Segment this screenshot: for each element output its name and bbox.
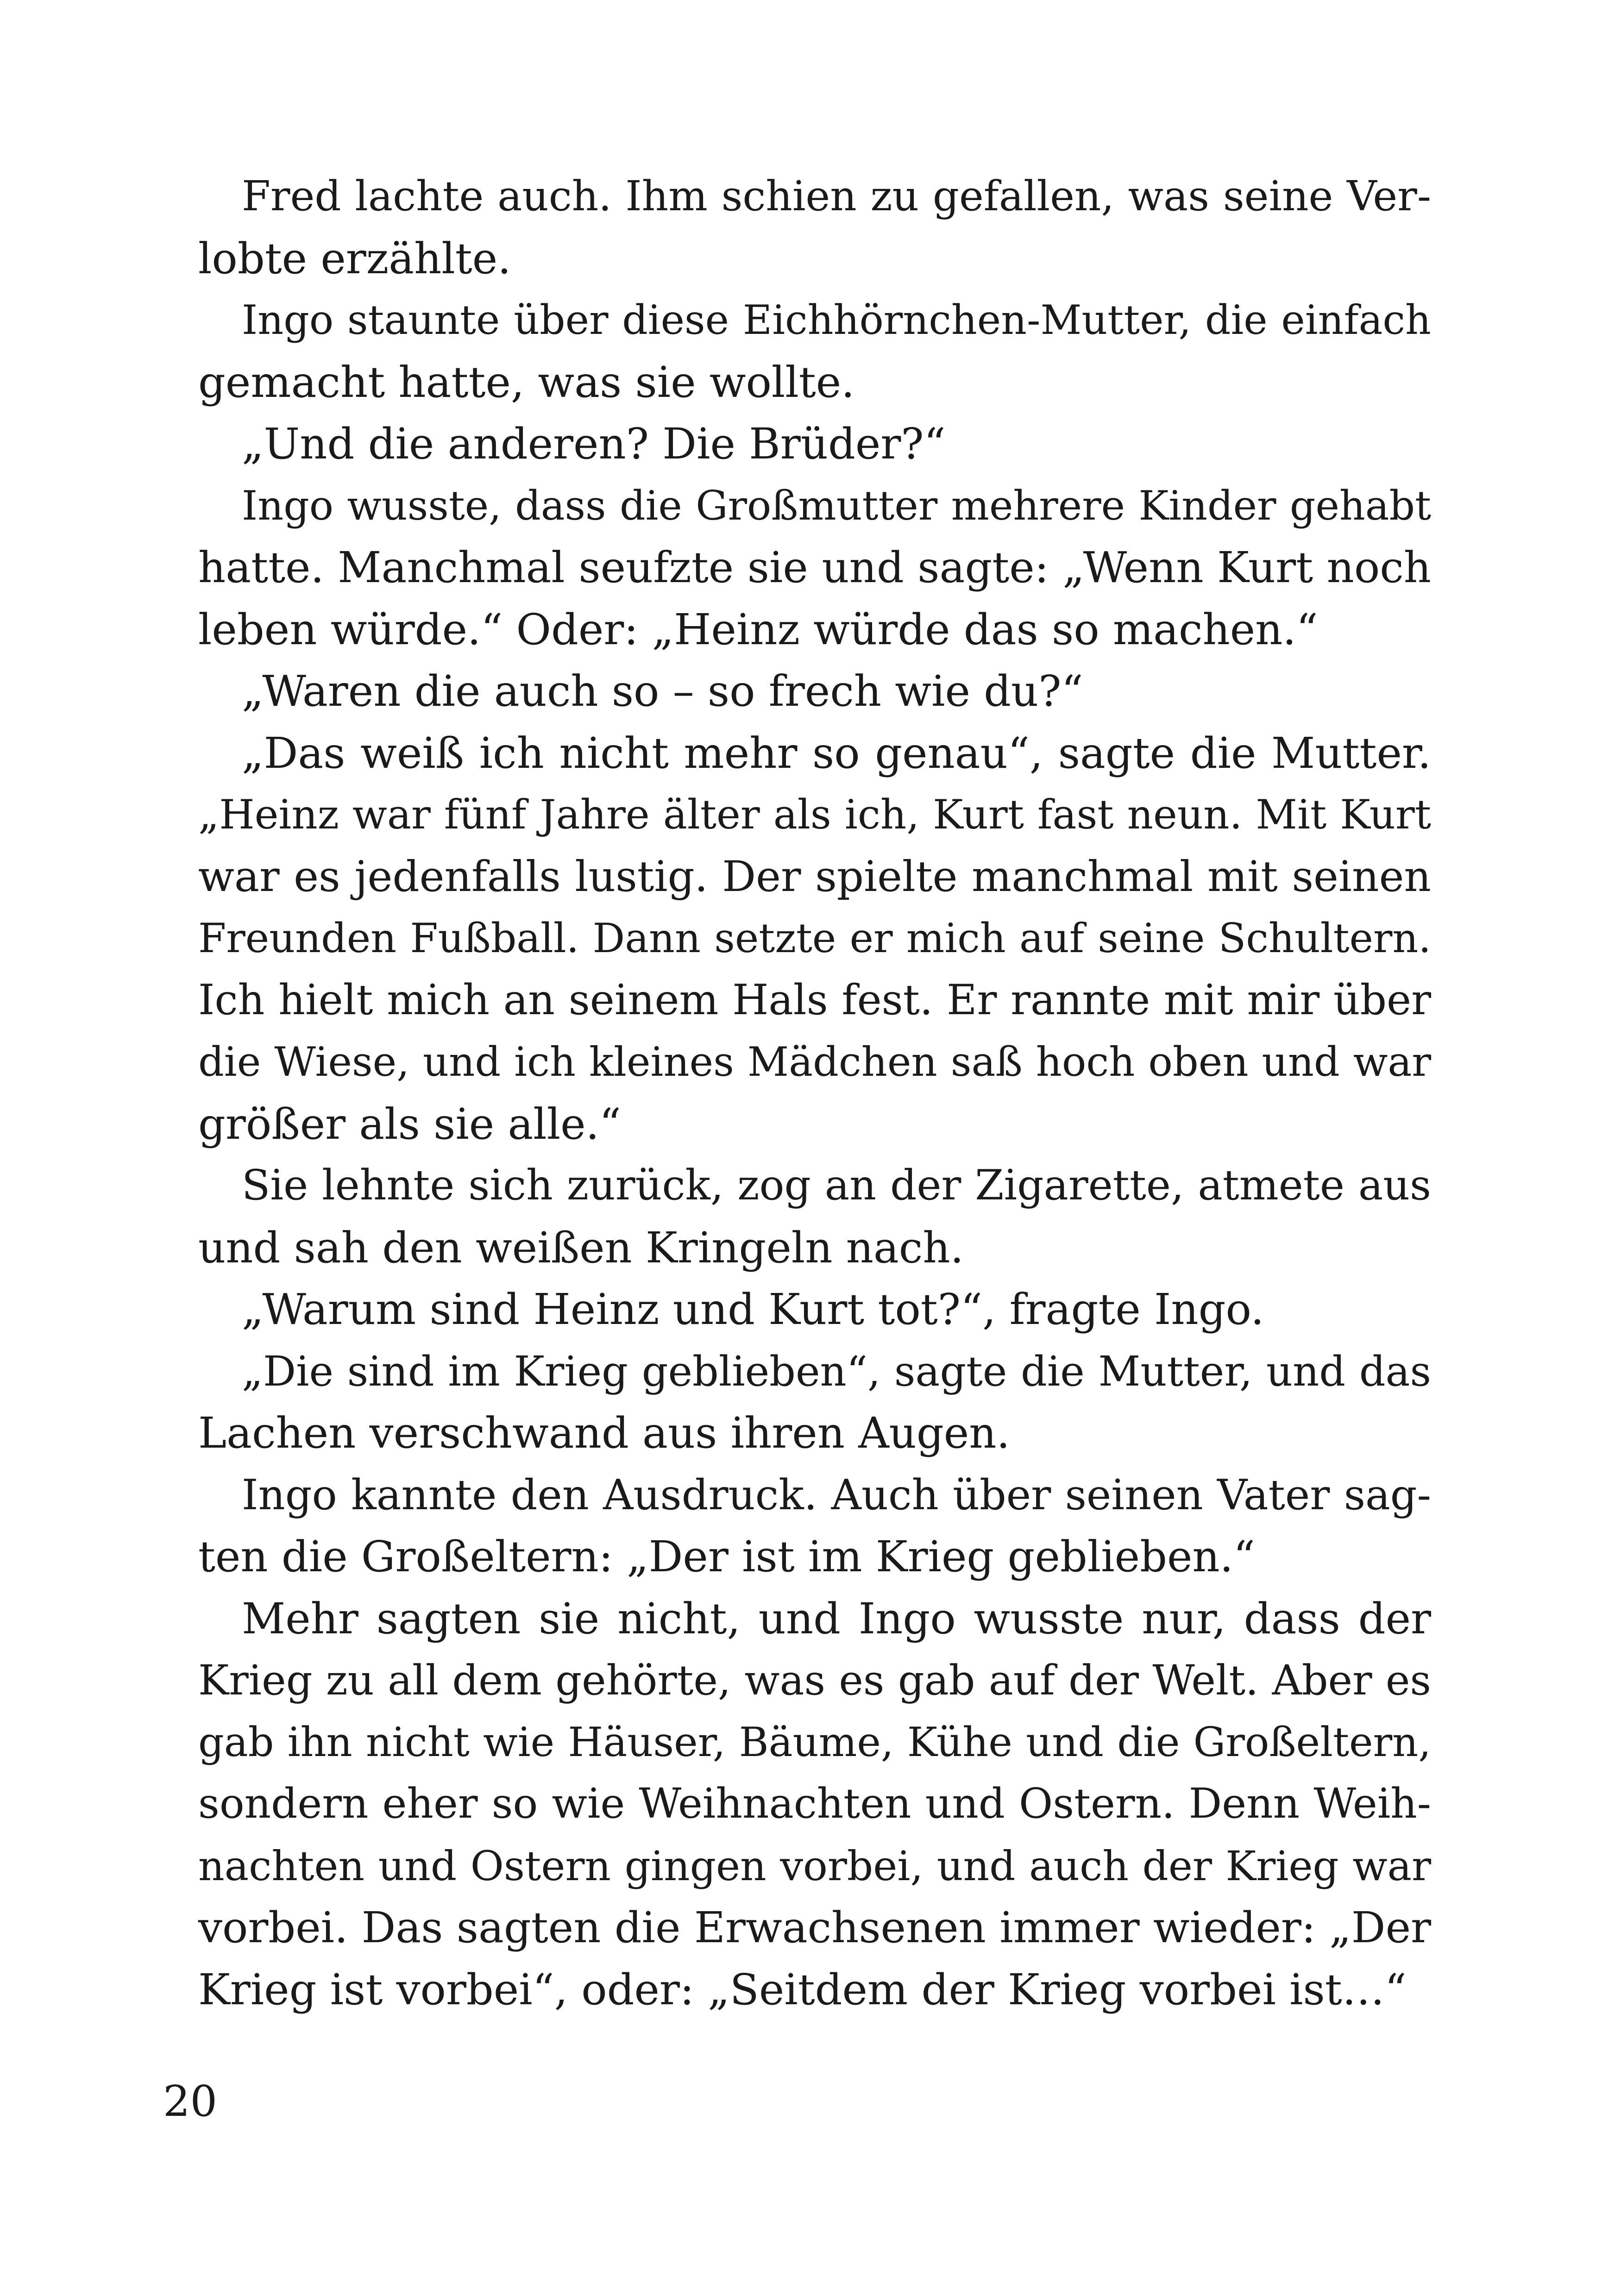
text-line: Ingo staunte über diese Eichhörnchen-Mutter, die einfach [242,297,1431,344]
text-line: und sah den weißen Kringeln nach. [198,1223,964,1273]
text-line: Lachen verschwand aus ihren Augen. [198,1408,1010,1458]
text-line: vorbei. Das sagten die Erwachsenen immer wieder: „Der [198,1903,1431,1952]
text-line: Ingo wusste, dass die Großmutter mehrere Kinder gehabt [242,482,1431,529]
text-line: Fred lachte auch. Ihm schien zu gefallen, was seine Ver- [242,172,1431,220]
text-line: gab ihn nicht wie Häuser, Bäume, Kühe und die Großeltern, [198,1718,1431,1766]
text-line: „Heinz war fünf Jahre älter als ich, Kurt fast neun. Mit Kurt [198,791,1431,838]
text-line: „Waren die auch so – so frech wie du?“ [242,666,1083,716]
text-line: Krieg ist vorbei“, oder: „Seitdem der Krieg vorbei ist…“ [198,1964,1407,2014]
text-line: Ingo kannte den Ausdruck. Auch über seinen Vater sag- [242,1470,1431,1519]
text-line: lobte erzählte. [198,233,511,283]
text-line: nachten und Ostern gingen vorbei, und auch der Krieg war [198,1842,1431,1890]
text-line: größer als sie alle.“ [198,1099,621,1149]
text-line: gemacht hatte, was sie wollte. [198,357,855,407]
text-line: sondern eher so wie Weihnachten und Ostern. Denn Weih- [198,1780,1431,1828]
text-line: „Das weiß ich nicht mehr so genau“, sagte die Mutter. [242,728,1431,778]
text-line: die Wiese, und ich kleines Mädchen saß hoch oben und war [198,1038,1431,1085]
text-line: „Und die anderen? Die Brüder?“ [242,419,946,469]
text-line: hatte. Manchmal seufzte sie und sagte: „Wenn Kurt noch [198,543,1431,592]
text-line: Ich hielt mich an seinem Hals fest. Er rannte mit mir über [198,976,1431,1024]
text-line: Freunden Fußball. Dann setzte er mich auf seine Schultern. [198,915,1431,962]
body-text [198,166,1431,2020]
text-line: leben würde.“ Oder: „Heinz würde das so machen.“ [198,604,1318,654]
text-line: war es jedenfalls lustig. Der spielte manchmal mit seinen [198,852,1431,901]
text-line: „Warum sind Heinz und Kurt tot?“, fragte Ingo. [242,1285,1264,1334]
text-line: ten die Großeltern: „Der ist im Krieg geblieben.“ [198,1532,1255,1581]
text-line: Sie lehnte sich zurück, zog an der Zigarette, atmete aus [242,1161,1431,1210]
text-line: „Die sind im Krieg geblieben“, sagte die Mutter, und das [242,1347,1431,1395]
text-line: Mehr sagten sie nicht, und Ingo wusste nur, dass der [242,1593,1431,1644]
text-line: Krieg zu all dem gehörte, was es gab auf der Welt. Aber es [198,1656,1431,1704]
page-number: 20 [163,2076,218,2126]
